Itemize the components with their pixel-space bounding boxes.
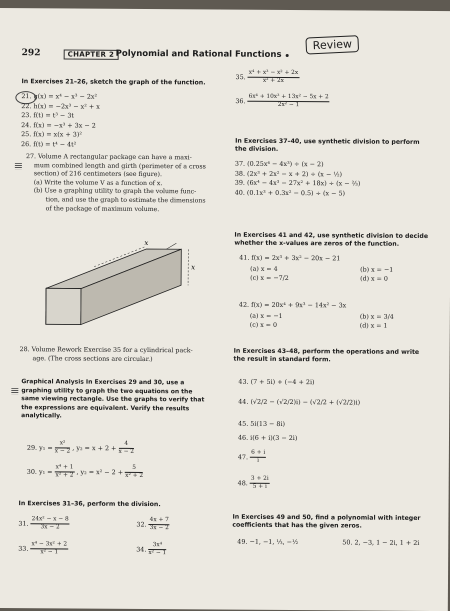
- exercise-30: [27, 464, 143, 480]
- exercise-32: [136, 517, 170, 532]
- exercise-24: 24. f(x) = −x³ + 3x − 2: [21, 121, 100, 131]
- exercise-27-line-2: mum combined length and girth (perimeter of a cross: [26, 162, 231, 172]
- denominator: x² − 1: [148, 550, 166, 557]
- graphical-line-2: graphing utility to graph the two equations on the: [21, 387, 231, 397]
- option-42d: (d) x = 1: [360, 322, 388, 331]
- exercise-43: 43. (7 + 5i) + (−4 + 2i): [238, 378, 314, 388]
- exercise-30-number: 30.: [27, 468, 37, 476]
- exercise-34-number: 34.: [136, 545, 146, 553]
- exercise-23: 23. f(t) = t³ − 3t: [21, 111, 100, 121]
- exercise-36: [235, 94, 329, 110]
- chapter-label: CHAPTER 2: [64, 49, 119, 59]
- denominator: x − 2: [118, 449, 134, 456]
- option-42b: (b) x = 3/4: [360, 313, 394, 322]
- exercise-42-options: [250, 312, 440, 331]
- exercise-36-number: 36.: [235, 97, 245, 105]
- denominator: x² + 2: [125, 473, 143, 480]
- section-heading-49-50: [232, 514, 442, 531]
- numerator: 24x² − x − 8: [31, 516, 70, 524]
- exercise-list-37-40: [235, 160, 361, 199]
- chapter-title: Polynomial and Rational Functions: [116, 49, 282, 60]
- exercise-31: [18, 516, 69, 531]
- exercise-30-y2-label: , y₂ = x² − 2 +: [76, 468, 123, 476]
- denominator: 3x − 2: [149, 525, 170, 532]
- exercise-26: 26. f(t) = t⁴ − 4t²: [21, 140, 100, 150]
- exercise-21: 21. g(x) = x⁴ − x³ − 2x²: [21, 92, 100, 102]
- numerator: x²: [55, 440, 71, 448]
- exercise-27-part-b-1: (b) Use a graphing utility to graph the volume func-: [26, 188, 231, 198]
- exercise-48: [238, 476, 270, 491]
- exercise-48-fraction: [250, 476, 270, 491]
- graphical-line-3: same viewing rectangle. Use the graphs to verify that: [21, 395, 231, 405]
- exercise-35-number: 35.: [235, 73, 245, 81]
- heading-line-2: the division.: [235, 146, 440, 155]
- section-heading-41-42: [234, 232, 444, 249]
- exercise-38: 38. (2x³ + 2x² − x + 2) ÷ (x − ½): [235, 169, 361, 179]
- option-42a: (a) x = −1: [250, 312, 360, 322]
- heading-line-2: the result in standard form.: [234, 356, 444, 365]
- option-41b: (b) x = −1: [360, 266, 393, 275]
- exercise-47: [238, 450, 266, 465]
- exercise-25: 25. f(x) = x(x + 3)²: [21, 130, 100, 140]
- denominator: x² + 2x: [248, 78, 299, 85]
- exercise-37: 37. (0.25x⁴ − 4x³) ÷ (x − 2): [235, 160, 361, 170]
- exercise-29-y1-label: y₁ =: [39, 444, 53, 452]
- exercise-39: 39. (6x⁴ − 4x³ − 27x² + 18x) ÷ (x − ⅔): [235, 179, 361, 189]
- pen-dot: [286, 54, 289, 57]
- numerator: 3 + 2i: [250, 476, 270, 484]
- exercise-27-part-b-3: of the package of maximum volume.: [26, 205, 231, 215]
- exercise-29-y2-label: , y₂ = x + 2 +: [72, 444, 116, 452]
- exercise-42: 42. f(x) = 20x⁴ + 9x³ − 14x² − 3x: [239, 301, 346, 311]
- exercise-29-y2-fraction: [118, 441, 134, 456]
- exercise-27-line-1: 27. Volume A rectangular package can have a maxi-: [26, 153, 231, 163]
- graphical-analysis-instructions: [21, 378, 231, 422]
- numerator: 6 + i: [250, 450, 266, 458]
- exercise-27-line-3: section) of 216 centimeters (see figure).: [26, 170, 231, 180]
- numerator: 4: [118, 441, 134, 449]
- exercise-32-number: 32.: [136, 520, 146, 528]
- section-heading-37-40: [235, 138, 440, 155]
- denominator: 3x − 2: [31, 524, 70, 531]
- heading-line-2: coefficients that has the given zeros.: [232, 522, 442, 531]
- numerator: 4x + 7: [149, 517, 170, 525]
- denominator: 2x² − 1: [248, 102, 330, 110]
- exercise-30-y1-label: y₁ =: [39, 468, 53, 476]
- denominator: i: [250, 458, 266, 465]
- graphical-line-4: the expressions are equivalent. Verify the results: [21, 404, 231, 414]
- numerator: x⁴ − 3x² + 2: [30, 541, 68, 549]
- exercise-36-fraction: [248, 94, 330, 110]
- exercise-34: [136, 542, 166, 557]
- option-42c: (c) x = 0: [250, 321, 360, 331]
- exercise-41: 41. f(x) = 2x³ + 3x² − 20x − 21: [239, 254, 340, 264]
- exercise-29-number: 29.: [27, 444, 37, 452]
- exercise-46: 46. i(6 + i)(3 − 2i): [238, 434, 297, 444]
- numerator: 3x⁴: [148, 542, 166, 550]
- graphing-utility-icon-2: [11, 380, 20, 399]
- review-handwritten-note: Review: [305, 35, 359, 54]
- exercise-32-fraction: [149, 517, 170, 532]
- exercise-47-number: 47.: [238, 453, 248, 461]
- exercise-50: 50. 2, −3, 1 − 2i, 1 + 2i: [342, 538, 419, 548]
- textbook-page: [0, 8, 450, 611]
- exercise-22: 22. h(x) = −2x³ − x² + x: [21, 102, 100, 112]
- heading-line-1: In Exercises 37–40, use synthetic division to perform: [235, 138, 440, 147]
- denominator: 5 + i: [250, 484, 270, 491]
- option-41a: (a) x = 4: [250, 265, 360, 275]
- exercise-28-line-2: age. (The cross sections are circular.): [20, 355, 230, 365]
- exercise-list-21-26: [21, 92, 100, 150]
- exercise-40: 40. (0.1x³ + 0.3x² − 0.5) ÷ (x − 5): [235, 188, 361, 198]
- section-heading-43-48: [234, 348, 444, 365]
- section-heading-21-26: In Exercises 21–26, sketch the graph of the function.: [21, 78, 231, 87]
- graphing-utility-icon: [15, 155, 24, 174]
- denominator: x² + 2: [55, 472, 75, 479]
- page-number: 292: [22, 48, 41, 58]
- numerator: x⁴ + x³ − x² + 2x: [248, 70, 299, 78]
- option-41d: (d) x = 0: [360, 275, 388, 284]
- exercise-33: [18, 541, 68, 556]
- exercise-47-fraction: [250, 450, 266, 465]
- heading-line-1: In Exercises 41 and 42, use synthetic division to decide: [234, 232, 444, 241]
- heading-line-1: In Exercises 43–48, perform the operations and write: [234, 348, 444, 357]
- exercise-27: [26, 153, 231, 215]
- numerator: 6x⁴ + 10x³ + 13x² − 5x + 2: [248, 94, 330, 103]
- denominator: x − 2: [55, 448, 71, 455]
- exercise-49: 49. −1, −1, ⅓, −½: [237, 538, 298, 548]
- exercise-35: [235, 70, 299, 85]
- exercise-48-number: 48.: [238, 479, 248, 487]
- exercise-29-y1-fraction: [55, 440, 71, 455]
- exercise-31-number: 31.: [18, 520, 28, 528]
- exercise-27-part-a: (a) Write the volume V as a function of x.: [26, 179, 231, 189]
- exercise-30-y1-fraction: [55, 464, 75, 479]
- exercise-30-y2-fraction: [125, 465, 143, 480]
- numerator: x⁴ + 1: [55, 464, 75, 472]
- exercise-33-number: 33.: [18, 545, 28, 553]
- numerator: 5: [125, 465, 143, 473]
- option-41c: (c) x = −7/2: [250, 274, 360, 284]
- exercise-29: [27, 440, 134, 456]
- exercise-28: [20, 346, 230, 365]
- rectangular-package-figure: [36, 236, 207, 332]
- heading-line-1: In Exercises 49 and 50, find a polynomial with integer: [232, 514, 442, 523]
- denominator: x² − 1: [30, 549, 68, 556]
- section-heading-31-36: In Exercises 31–36, perform the division.: [19, 500, 229, 509]
- figure-x-label-top: x: [144, 239, 148, 247]
- figure-x-label-side: x: [191, 263, 195, 271]
- heading-line-2: whether the x-values are zeros of the function.: [234, 240, 444, 249]
- exercise-35-fraction: [248, 70, 299, 85]
- exercise-33-fraction: [30, 541, 68, 556]
- exercise-31-fraction: [31, 516, 70, 531]
- exercise-44: 44. (√2/2 − (√2/2)i) − (√2/2 + (√2/2)i): [238, 398, 360, 408]
- exercise-27-part-b-2: tion, and use the graph to estimate the dimensions: [26, 196, 231, 206]
- graphical-line-1: Graphical Analysis In Exercises 29 and 30, use a: [21, 378, 231, 388]
- exercise-41-options: [250, 265, 440, 284]
- exercise-45: 45. 5i(13 − 8i): [238, 420, 285, 430]
- graphical-line-5: analytically.: [21, 413, 231, 423]
- exercise-34-fraction: [148, 542, 166, 557]
- exercise-28-line-1: 28. Volume Rework Exercise 35 for a cylindrical pack-: [20, 346, 230, 356]
